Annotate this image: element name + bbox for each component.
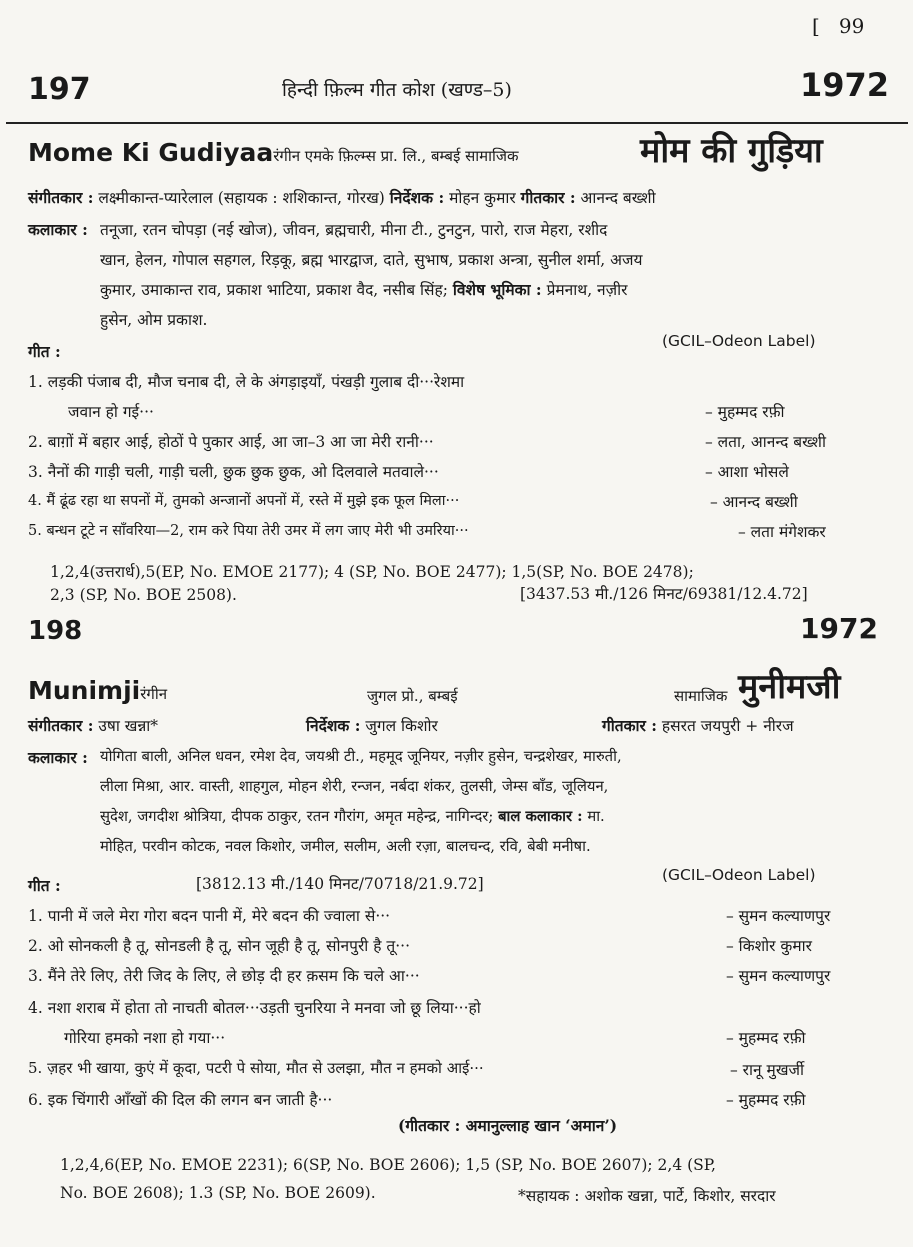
film2-title-row: [28, 676, 167, 705]
film2-cast-line-1: योगिता बाली, अनिल धवन, रमेश देव, जयश्री टी., महमूद जूनियर, नज़ीर हुसेन, चन्द्रशेखर, मारुती,: [100, 748, 622, 765]
page-number: [812, 14, 864, 38]
song-text: लड़की पंजाब दी, मौज चनाब दी, ले के अंगड़ाइयाँ, पंखड़ी गुलाब दी···रेशमा: [47, 373, 465, 391]
film2-song-4: [28, 996, 481, 1018]
film2-song-5: [28, 1058, 484, 1078]
song-number: 3.: [28, 463, 43, 481]
song-number: 3.: [28, 967, 43, 985]
film1-song-3-singer: – आशा भोसले: [705, 463, 789, 481]
song-number: 2.: [28, 937, 43, 955]
film1-song-5-singer: – लता मंगेशकर: [738, 523, 826, 541]
film1-cast-line-3: [100, 278, 628, 300]
film2-director-value: जुगल किशोर: [365, 717, 438, 735]
film2-song-6: [28, 1088, 332, 1110]
film1-roman-title: Mome Ki Gudiyaa: [28, 138, 274, 167]
film1-songs-label: गीत :: [28, 342, 61, 361]
song-text: पानी में जले मेरा गोरा बदन पानी में, मेरे बदन की ज्वाला से···: [47, 907, 391, 925]
entry2-number: 198: [28, 616, 83, 646]
song-text: इक चिंगारी आँखों की दिल की लगन बन जाती है···: [47, 1091, 333, 1109]
film2-cast-label: कलाकार :: [28, 748, 88, 767]
film2-genre: सामाजिक: [674, 687, 728, 705]
film1-director-label: निर्देशक :: [389, 188, 445, 207]
film2-song-1: [28, 904, 390, 926]
film2-song-4-cont: गोरिया हमको नशा हो गया···: [64, 1029, 226, 1047]
film2-song-3: [28, 964, 420, 986]
header-title: हिन्दी फ़िल्म गीत कोश (खण्ड–5): [282, 79, 512, 101]
film2-child-label: बाल कलाकार :: [498, 808, 583, 825]
film2-song-6-lyricist-note: (गीतकार : अमानुल्लाह खान ‘अमान’): [398, 1116, 618, 1135]
song-text: ओ सोनकली है तू, सोनडली है तू, सोन जूही है तू, सोनपुरी है तू···: [47, 937, 410, 955]
film2-assistants-footnote: *सहायक : अशोक खन्ना, पार्टे, किशोर, सरदार: [518, 1187, 776, 1205]
page-number-value: 99: [838, 14, 865, 38]
film2-music-label: संगीतकार :: [28, 716, 94, 735]
film1-special: प्रेमनाथ, नज़ीर: [546, 281, 628, 299]
song-text: बाग़ों में बहार आई, होठों पे पुकार आई, आ जा–3 आ जा मेरी रानी···: [47, 433, 434, 451]
film1-records-2: 2,3 (SP, No. BOE 2508).: [50, 586, 237, 604]
film1-special-label: विशेष भूमिका :: [452, 280, 542, 299]
film1-song-2: [28, 430, 434, 452]
song-text: नशा शराब में होता तो नाचती बोतल···उड़ती चुनरिया ने मनवा जो छू लिया···हो: [47, 999, 481, 1017]
header-entry-number: 197: [28, 72, 91, 107]
film1-hindi-title: मोम की गुड़िया: [640, 131, 823, 171]
film1-records-1: 1,2,4(उत्तरार्ध),5(EP, No. EMOE 2177); 4 (SP, No. BOE 2477); 1,5(SP, No. BOE 2478);: [50, 563, 694, 581]
film2-child: मा.: [587, 808, 605, 825]
song-number: 1.: [28, 907, 43, 925]
film1-record-label: (GCIL–Odeon Label): [662, 332, 816, 350]
film2-lyricist: [602, 714, 794, 736]
film1-censor: [3437.53 मी./126 मिनट/69381/12.4.72]: [520, 585, 808, 603]
song-number: 5.: [28, 523, 42, 539]
film1-song-4-singer: – आनन्द बख्शी: [710, 493, 798, 511]
film1-lyricist-label: गीतकार :: [520, 188, 576, 207]
film2-producer: जुगल प्रो., बम्बई: [367, 687, 458, 705]
film1-song-1-cont: जवान हो गई···: [68, 403, 154, 421]
film2-cast-line-2: लीला मिश्रा, आर. वास्ती, शाहगुल, मोहन शेरी, रन्जन, नर्बदा शंकर, तुलसी, जेम्स बाँड, जूलियन,: [100, 778, 609, 795]
film2-director: [306, 714, 438, 736]
film2-song-2: [28, 934, 410, 956]
film1-title-row: [28, 138, 519, 167]
song-number: 4.: [28, 493, 42, 509]
film2-lyricist-label: गीतकार :: [602, 716, 657, 735]
film2-lyricist-value: हसरत जयपुरी + नीरज: [661, 717, 794, 735]
song-number: 1.: [28, 373, 43, 391]
film2-song-2-singer: – किशोर कुमार: [726, 937, 812, 955]
film1-song-2-singer: – लता, आनन्द बख्शी: [705, 433, 826, 451]
film2-roman-title: Munimji: [28, 676, 141, 705]
film1-lyricist: आनन्द बख्शी: [580, 189, 656, 207]
film1-music: लक्ष्मीकान्त-प्यारेलाल (सहायक : शशिकान्त, गोरख): [98, 189, 385, 207]
film1-song-3: [28, 460, 439, 482]
film2-record-label: (GCIL–Odeon Label): [662, 866, 816, 884]
song-text: ज़हर भी खाया, कुएं में कूदा, पटरी पे सोया, मौत से उलझा, मौत न हमको आई···: [47, 1059, 484, 1077]
film2-hindi-title: मुनीमजी: [738, 667, 841, 707]
film2-song-1-singer: – सुमन कल्याणपुर: [726, 907, 831, 925]
song-number: 4.: [28, 999, 43, 1017]
film2-song-3-singer: – सुमन कल्याणपुर: [726, 967, 831, 985]
film1-cast-line-2: खान, हेलन, गोपाल सहगल, रिड़कू, ब्रह्म भारद्वाज, दाते, सुभाष, प्रकाश अन्त्रा, सुनील शर्मा, अजय: [100, 251, 643, 269]
film2-cast-line-4: मोहित, परवीन कोटक, नवल किशोर, जमील, सलीम, अली रज़ा, बालचन्द, रवि, बेबी मनीषा.: [100, 838, 591, 855]
film2-cast-line-3: [100, 806, 605, 826]
song-text: मैं ढूंढ रहा था सपनों में, तुमको अन्जानों अपनों में, रस्ते में मुझे इक फूल मिला···: [46, 493, 460, 509]
song-number: 6.: [28, 1091, 43, 1109]
song-text: बन्धन टूटे न साँवरिया—2, राम करे पिया तेरी उमर में लग जाए मेरी भी उमरिया···: [46, 523, 469, 539]
film1-director: मोहन कुमार: [449, 189, 516, 207]
film2-song-5-singer: – रानू मुखर्जी: [730, 1061, 805, 1079]
film2-cast-line-3-text: सुदेश, जगदीश श्रोत्रिया, दीपक ठाकुर, रतन गौरांग, अमृत महेन्द्र, नागिन्दर;: [100, 808, 494, 825]
film1-song-5: [28, 520, 469, 540]
page-bracket: [: [812, 14, 820, 38]
film2-records-1: 1,2,4,6(EP, No. EMOE 2231); 6(SP, No. BOE 2606); 1,5 (SP, No. BOE 2607); 2,4 (SP,: [60, 1156, 716, 1174]
film2-songs-label: गीत :: [28, 876, 61, 895]
film2-song-4-singer: – मुहम्मद रफ़ी: [726, 1029, 806, 1047]
song-text: मैंने तेरे लिए, तेरी जिद के लिए, ले छोड़ दी हर क़सम कि चले आ···: [47, 967, 420, 985]
song-text: नैनों की गाड़ी चली, गाड़ी चली, छुक छुक छुक, ओ दिलवाले मतवाले···: [47, 463, 439, 481]
entry2-year: 1972: [800, 612, 878, 645]
film2-colour: रंगीन: [140, 685, 168, 703]
film1-music-label: संगीतकार :: [28, 188, 94, 207]
film1-credits: [28, 186, 656, 208]
film1-cast-line-4: हुसेन, ओम प्रकाश.: [100, 311, 208, 329]
film2-music: [28, 714, 158, 736]
song-number: 2.: [28, 433, 43, 451]
film1-song-4: [28, 490, 459, 510]
film1-meta: रंगीन एमके फ़िल्म्स प्रा. लि., बम्बई सामाजिक: [273, 147, 519, 165]
film1-song-1: [28, 370, 464, 392]
film2-records-2: No. BOE 2608); 1.3 (SP, No. BOE 2609).: [60, 1184, 376, 1202]
film2-song-6-singer: – मुहम्मद रफ़ी: [726, 1091, 806, 1109]
film2-music-value: उषा खन्ना*: [98, 717, 159, 735]
film1-cast-line-1: तनूजा, रतन चोपड़ा (नई खोज), जीवन, ब्रह्मचारी, मीना टी., टुनटुन, पारो, राज मेहरा, रशीद: [100, 221, 608, 239]
film1-song-1-singer: – मुहम्मद रफ़ी: [705, 403, 785, 421]
film2-director-label: निर्देशक :: [306, 716, 361, 735]
film1-cast-label: कलाकार :: [28, 220, 88, 239]
header-rule: [6, 122, 908, 124]
header-year: 1972: [800, 66, 890, 104]
film1-cast-line-3-text: कुमार, उमाकान्त राव, प्रकाश भाटिया, प्रकाश वैद, नसीब सिंह;: [100, 281, 448, 299]
song-number: 5.: [28, 1059, 43, 1077]
film2-censor: [3812.13 मी./140 मिनट/70718/21.9.72]: [196, 875, 484, 893]
